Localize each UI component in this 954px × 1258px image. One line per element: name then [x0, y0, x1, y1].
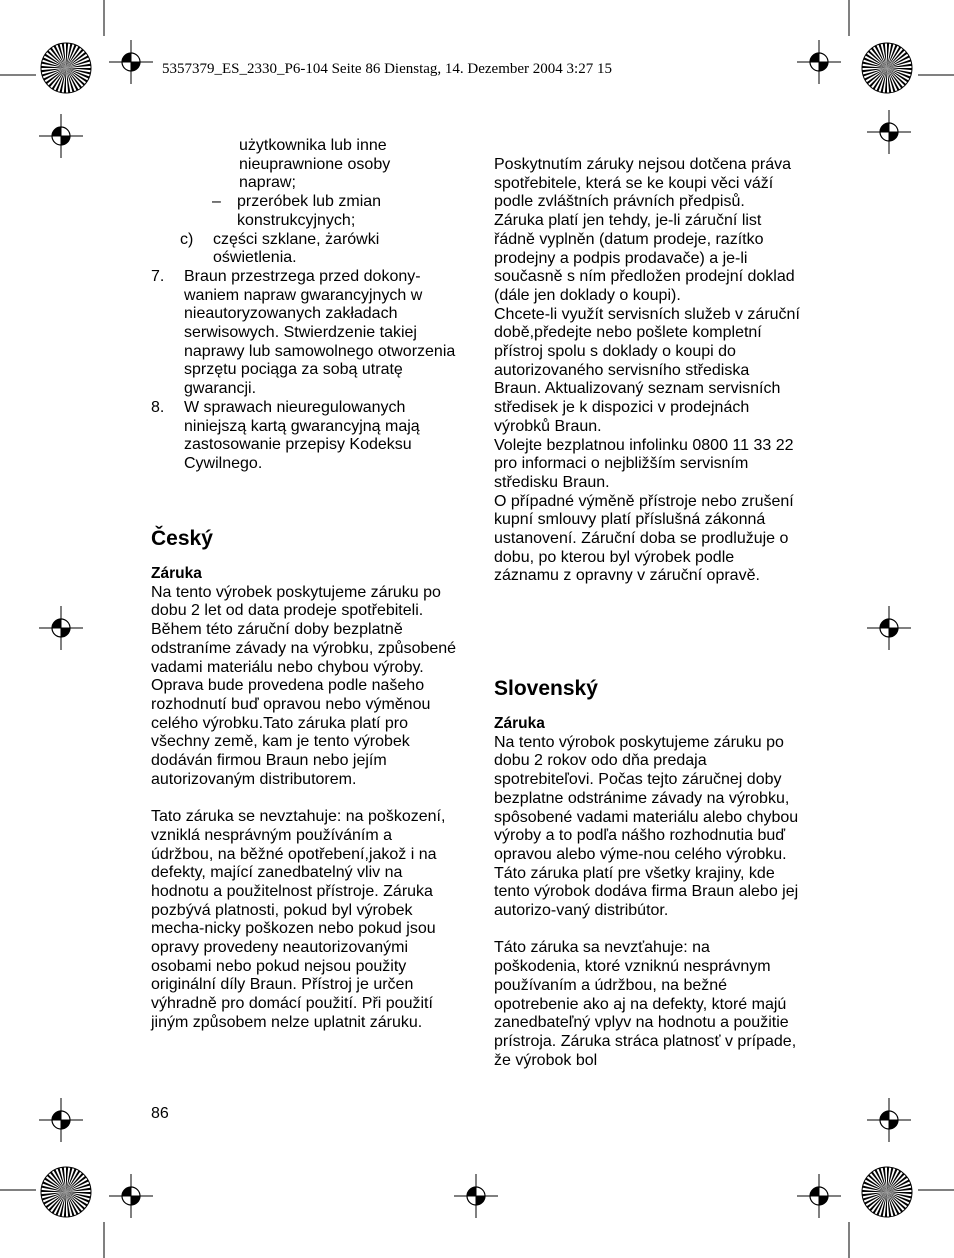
registration-target-bottom-right — [797, 1174, 841, 1218]
registration-target-left-upper — [39, 114, 83, 158]
list-item-8 — [151, 399, 457, 474]
section-heading-cesky: Český — [151, 527, 213, 550]
registration-target-right-upper — [867, 110, 911, 154]
list-item-dash — [151, 193, 457, 230]
registration-target-top-center-left — [109, 40, 153, 84]
cesky-section — [151, 527, 457, 1033]
paragraph: Chcete-li využít servisních služeb v záruční době,předejte nebo pošlete kompletní přístroj spolu s doklady o koupi do autorizovaného servisního střediska Braun. Aktualizovaný seznam servisních středisek je k dispozici v prodejnách výrobků Braun. — [494, 305, 800, 435]
continuation-line: nieuprawnione osoby — [239, 155, 391, 173]
paragraph: Na tento výrobek poskytujeme záruku po dobu 2 let od data prodeje spotřebiteli. Během této záruční doby bezplatně odstraníme závady na výrobku, způsobené vadami materiálu nebo chybou výroby. Oprava bude provedena podle našeho rozhodnutí buď opravou nebo výměnou celého výrobku.Tato záruka platí pro všechny země, kam je tento výrobek dodáván firmou Braun nebo jejím autorizovaným distributorem. — [151, 583, 457, 788]
page-number: 86 — [151, 1105, 169, 1122]
registration-target-left-lower — [39, 1098, 83, 1142]
paragraph: Záruka platí jen tehdy, je-li záruční list řádně vyplněn (datum prodeje, razítko prodejny a podpis prodavače) a je-li současně s ním předložen prodejní doklad (dále jen doklady o koupi). — [494, 212, 795, 304]
print-slug-line: 5357379_ES_2330_P6-104 Seite 86 Dienstag, 14. Dezember 2004 3:27 15 — [162, 61, 612, 77]
list-item-text: części szklane, żarówki oświetlenia. — [213, 230, 380, 267]
list-item-7 — [151, 268, 457, 399]
registration-target-top-right — [797, 40, 841, 84]
list-item-text: W sprawach nieuregulowanych niniejszą kartą gwarancyjną mają zastosowanie przepisy Kodeksu Cywilnego. — [184, 398, 420, 472]
registration-target-bottom-left — [109, 1174, 153, 1218]
registration-target-left-middle — [39, 606, 83, 650]
continuation-line: użytkownika lub inne — [239, 137, 387, 154]
paragraph: O případné výměně přístroje nebo zrušení kupní smlouvy platí příslušná zákonná ustanovení. Záruční doba se prodlužuje o dobu, po kterou byl výrobek podle záznamu z opravny v záruční opravě. — [494, 492, 794, 585]
rosette-mark-top-right — [862, 43, 912, 93]
section-heading-slovensky: Slovenský — [494, 677, 598, 700]
paragraph: Tato záruka se nevztahuje: na poškození, vzniklá nesprávným používáním a údržbou, na běžné opotřebení,jakož i na defekty, mající zanedbatelný vliv na hodnotu a použitelnost přístroje. Záruka pozbývá platnosti, pokud byl výrobek mecha-nicky poškozen nebo pokud jsou opravy provedeny neautorizovanými osobami nebo pokud nejsou použity originální díly Braun. Přístroj je určen výhradně pro domácí použití. Při použití jiným způsobem nelze uplatnit záruku. — [151, 808, 446, 1031]
list-number: 7. — [151, 267, 165, 285]
slovensky-section — [494, 677, 800, 1070]
subheading-zaruka: Záruka — [494, 715, 545, 732]
left-column — [151, 137, 457, 474]
registration-target-bottom-center — [454, 1174, 498, 1218]
rosette-mark-top-left — [41, 43, 91, 93]
paragraph: Volejte bezplatnou infolinku 0800 11 33 22 pro informaci o nejbližším servisním středisku Braun. — [494, 436, 794, 491]
list-number: 8. — [151, 398, 165, 416]
paragraph: Na tento výrobok poskytujeme záruku po dobu 2 rokov odo dňa predaja spotrebiteľovi. Počas tejto záručnej doby bezplatne odstránime závady na výrobku, spôsobené vadami materiálu alebo chybou výroby a to podľa nášho rozhodnutia buď opravou alebo výme-nou celého výrobku. Táto záruka platí pre všetky krajiny, kde tento výrobok dodáva firma Braun alebo jej autorizo-vaný distribútor. — [494, 733, 799, 920]
list-dash: – — [212, 193, 221, 211]
registration-target-right-middle — [867, 606, 911, 650]
registration-target-right-lower — [867, 1098, 911, 1142]
subheading-zaruka: Záruka — [151, 565, 202, 582]
list-item-c — [151, 231, 457, 268]
continuation-line: napraw; — [239, 174, 296, 192]
right-column — [494, 156, 800, 586]
rosette-mark-bottom-right — [862, 1167, 912, 1217]
list-item-text: przeróbek lub zmian konstrukcyjnych; — [237, 193, 382, 229]
paragraph: Poskytnutím záruky nejsou dotčena práva spotřebitele, která se ke koupi věci váží podle zvláštních právních předpisů. — [494, 156, 792, 211]
rosette-mark-bottom-left — [41, 1167, 91, 1217]
list-label: c) — [180, 230, 194, 248]
paragraph: Táto záruka sa nevzťahuje: na poškodenia, ktoré vzniknú nesprávnym používaním a údržbou, na bežné opotrebenie ako aj na defekty, ktoré majú zanedbateľný vplyv na hodnotu a použitie prístroja. Záruka stráca platnosť v prípade, že výrobok bol — [494, 939, 797, 1069]
list-item-text: Braun przestrzega przed dokony-waniem napraw gwarancyjnych w nieautoryzowanych zakładach serwisowych. Stwierdzenie takiej naprawy lub samowolnego otworzenia sprzętu pociąga za sobą utratę gwarancji. — [184, 267, 456, 398]
